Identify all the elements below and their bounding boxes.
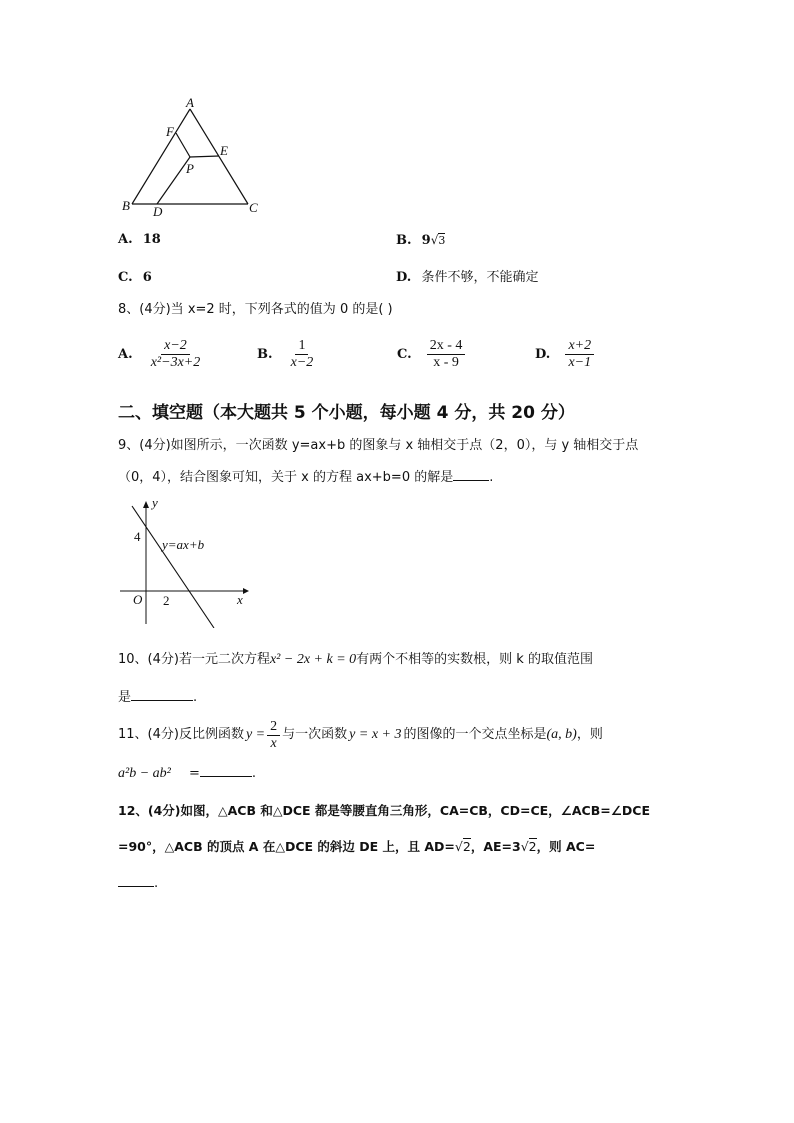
- q11-text-3: 的图像的一个交点坐标是: [403, 727, 547, 742]
- point: (a, b): [546, 727, 577, 742]
- section-heading: 二、填空题（本大题共 5 个小题，每小题 4 分，共 20 分）: [118, 403, 575, 423]
- option-value: 9: [421, 233, 431, 248]
- q11-text: 11、(4分)反比例函数: [118, 727, 244, 742]
- option-letter: B.: [396, 233, 412, 248]
- q10-text-3: 是: [118, 690, 132, 705]
- numerator: x−2: [161, 338, 190, 355]
- option-value: 条件不够，不能确定: [421, 270, 539, 285]
- q7-option-b: [396, 231, 445, 250]
- label-d: D: [153, 204, 163, 219]
- fraction: [288, 338, 317, 371]
- q12-line3: [118, 874, 158, 893]
- line-graph: [116, 496, 256, 628]
- q10-line1: [118, 651, 593, 669]
- label-a: A: [186, 95, 194, 110]
- expression: a²b − ab²: [118, 766, 171, 781]
- fraction: [427, 338, 466, 371]
- q7-option-d: [396, 269, 539, 287]
- q9-line2-text: （0，4），结合图象可知，关于 x 的方程 ax+b=0 的解是: [118, 470, 454, 485]
- label-f: F: [166, 124, 174, 139]
- numerator: 2x - 4: [427, 338, 466, 355]
- sqrt-radicand: 2: [462, 839, 471, 854]
- line-label: y=ax+b: [162, 537, 205, 552]
- y-tick-label: 4: [134, 529, 141, 544]
- y-symbol: y =: [245, 727, 266, 742]
- numerator: x+2: [565, 338, 594, 355]
- denominator: x: [270, 735, 277, 751]
- answer-blank: [118, 874, 154, 887]
- q8-option-d: [535, 338, 594, 371]
- numerator: 1: [295, 338, 308, 355]
- fraction: [267, 719, 280, 752]
- q9-line2: [118, 468, 493, 487]
- label-b: B: [122, 198, 130, 213]
- q12-line1: 12、(4分)如图，△ACB 和△DCE 都是等腰直角三角形，CA=CB，CD=CE，∠ACB=∠DCE: [118, 803, 651, 818]
- x-axis-arrow: [243, 588, 249, 594]
- fraction: [565, 338, 594, 371]
- q12-text: =90°，△ACB 的顶点 A 在△DCE 的斜边 DE 上，且 AD=: [118, 839, 455, 854]
- denominator: x−2: [290, 355, 314, 370]
- q9-end: .: [489, 470, 494, 485]
- option-value: 6: [142, 270, 152, 285]
- option-letter: C.: [118, 270, 133, 285]
- y-axis-label: y: [152, 496, 158, 510]
- option-letter: B.: [257, 347, 273, 362]
- q12-text-2: ，AE=3: [470, 839, 521, 854]
- q12-end: .: [154, 876, 159, 891]
- answer-blank: [131, 688, 193, 701]
- label-e: E: [220, 143, 228, 158]
- denominator: x²−3x+2: [150, 355, 201, 370]
- denominator: x−1: [568, 355, 592, 370]
- numerator: 2: [267, 719, 280, 736]
- q11-line2: [118, 764, 256, 783]
- sqrt-symbol: √: [520, 839, 529, 854]
- q10-end: .: [193, 690, 198, 705]
- q7-option-a: [118, 231, 161, 249]
- triangle-figure: [118, 95, 268, 220]
- sqrt-symbol: √: [454, 839, 463, 854]
- option-value: 18: [142, 232, 161, 247]
- y-axis-arrow: [143, 501, 149, 508]
- equation: x² − 2x + k = 0: [269, 652, 357, 667]
- denominator: x - 9: [433, 355, 459, 370]
- q12-line2: [118, 838, 595, 856]
- q7-option-c: [118, 269, 152, 287]
- answer-blank: [200, 764, 252, 777]
- q11-end: .: [251, 766, 257, 781]
- label-c: C: [249, 200, 258, 215]
- q10-text-2: 有两个不相等的实数根，则 k 的取值范围: [356, 652, 593, 667]
- segment-pe: [190, 156, 219, 157]
- q8-option-a: [118, 338, 203, 371]
- x-axis-label: x: [237, 592, 243, 607]
- q11-text-4: ，则: [576, 727, 603, 742]
- answer-blank: [453, 468, 489, 481]
- side-ab: [132, 109, 190, 204]
- option-letter: C.: [397, 347, 412, 362]
- option-letter: A.: [118, 232, 133, 247]
- option-letter: D.: [535, 347, 551, 362]
- function-line: [132, 506, 214, 628]
- linear-function: y = x + 3: [349, 727, 402, 742]
- q10-line2: [118, 688, 197, 707]
- option-letter: A.: [118, 347, 133, 362]
- origin-label: O: [133, 592, 143, 607]
- sqrt-radicand: 2: [528, 839, 537, 854]
- sqrt-radicand: 3: [438, 234, 446, 247]
- sqrt-symbol: √: [430, 233, 439, 247]
- q8-option-b: [257, 338, 316, 371]
- q8-stem: 8、(4分)当 x=2 时，下列各式的值为 0 的是( ): [118, 302, 393, 317]
- q10-text: 10、(4分)若一元二次方程: [118, 652, 270, 667]
- q11-line1: [118, 720, 603, 750]
- q9-line1: 9、(4分)如图所示，一次函数 y=ax+b 的图象与 x 轴相交于点（2，0），与 y 轴相交于点: [118, 438, 639, 453]
- segment-pf: [176, 133, 190, 157]
- q8-option-c: [397, 338, 465, 371]
- q11-text-2: 与一次函数: [282, 727, 348, 742]
- fraction: [148, 338, 204, 371]
- equals: =: [188, 766, 200, 781]
- q12-text-3: ，则 AC=: [536, 839, 596, 854]
- label-p: P: [186, 161, 194, 176]
- x-tick-label: 2: [163, 593, 170, 608]
- option-letter: D.: [396, 270, 412, 285]
